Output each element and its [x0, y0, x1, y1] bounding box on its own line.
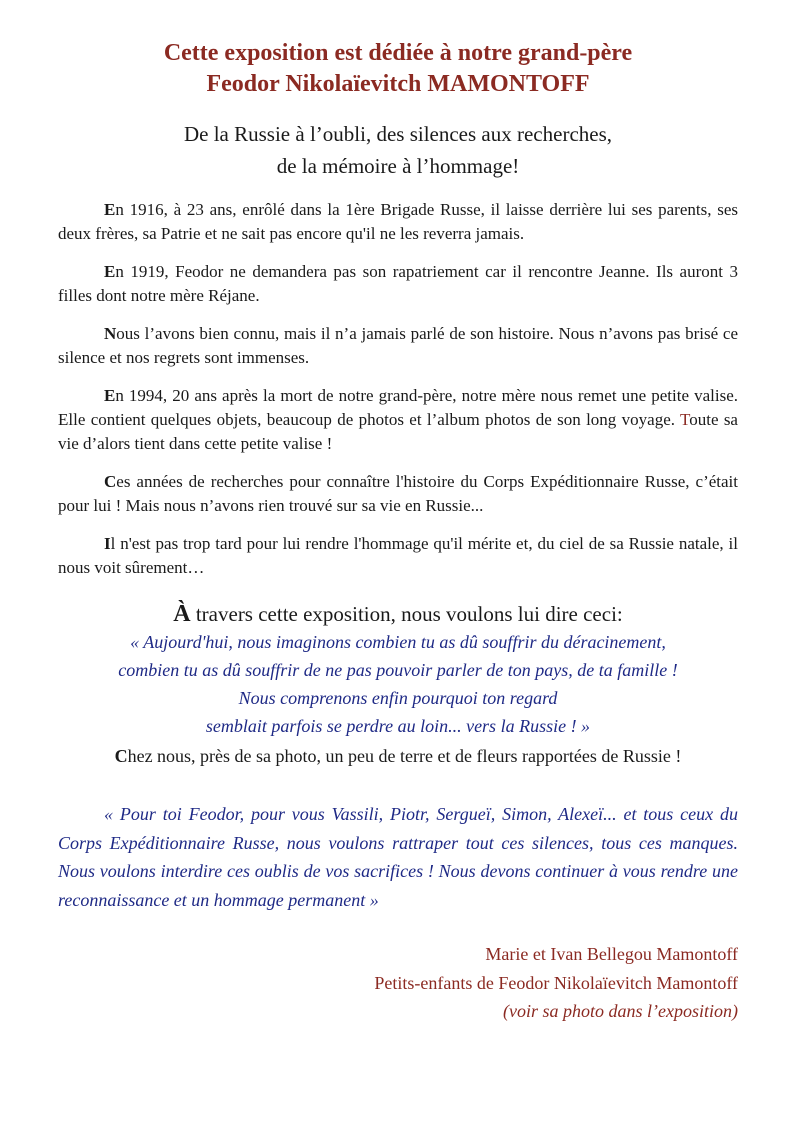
paragraph-1916	[58, 198, 738, 246]
photo-note-initial: C	[114, 746, 128, 766]
paragraph-red-letter: T	[680, 410, 690, 429]
subtitle	[58, 118, 738, 182]
paragraph-initial: N	[104, 324, 117, 343]
paragraph-text-after: oute sa vie d’alors tient dans cette petite valise !	[58, 410, 738, 453]
intro-text: travers cette exposition, nous voulons lui dire ceci:	[190, 602, 623, 626]
photo-note	[58, 742, 738, 770]
quote-line: Nous comprenons enfin pourquoi ton regard	[238, 688, 558, 708]
photo-note-text: hez nous, près de sa photo, un peu de terre et de fleurs rapportées de Russie !	[127, 746, 682, 766]
signature-block	[58, 940, 738, 1026]
paragraph-text: l n'est pas trop tard pour lui rendre l'hommage qu'il mérite et, du ciel de sa Russie natale, il nous voit sûrement…	[58, 534, 738, 577]
paragraph-initial: I	[104, 534, 111, 553]
paragraph-text: es années de recherches pour connaître l'histoire du Corps Expéditionnaire Russe, c’était pour lui ! Mais nous n’avons rien trouvé sur sa vie en Russie...	[58, 472, 738, 515]
paragraph-initial: E	[104, 262, 116, 281]
paragraph-text: n 1919, Feodor ne demandera pas son rapatriement car il rencontre Jeanne. Ils auront 3 filles dont notre mère Réjane.	[58, 262, 738, 305]
paragraph-initial: E	[104, 386, 116, 405]
paragraph-1919	[58, 260, 738, 308]
paragraph-text: ous l’avons bien connu, mais il n’a jamais parlé de son histoire. Nous n’avons pas brisé ce silence et nos regrets sont immenses.	[58, 324, 738, 367]
quote-line: « Aujourd'hui, nous imaginons combien tu as dû souffrir du déracinement,	[130, 632, 666, 652]
paragraph-research	[58, 470, 738, 518]
title-line-2: Feodor Nikolaïevitch MAMONTOFF	[206, 71, 590, 97]
paragraph-silence	[58, 322, 738, 370]
signature-photo-note: (voir sa photo dans l’exposition)	[503, 1001, 738, 1021]
intro-initial: À	[173, 601, 191, 627]
subtitle-line-2: de la mémoire à l’hommage!	[276, 154, 520, 178]
title-line-1: Cette exposition est dédiée à notre grand-père	[163, 40, 633, 66]
document-page	[58, 38, 738, 1026]
signature-names: Marie et Ivan Bellegou Mamontoff	[485, 944, 738, 964]
paragraph-text: n 1994, 20 ans après la mort de notre grand-père, notre mère nous remet une petite valise. Elle contient quelques objets, beaucoup de photos et l’album photos de son long voyage.	[58, 386, 738, 429]
paragraph-text: n 1916, à 23 ans, enrôlé dans la 1ère Brigade Russe, il laisse derrière lui ses parents, ses deux frères, sa Patrie et ne sait pas encore qu'il ne les reverra jamais.	[58, 200, 738, 243]
subtitle-line-1: De la Russie à l’oubli, des silences aux recherches,	[183, 122, 613, 146]
page-title	[58, 38, 738, 100]
paragraph-initial: C	[104, 472, 117, 491]
paragraph-1994	[58, 384, 738, 456]
signature-relation: Petits-enfants de Feodor Nikolaïevitch Mamontoff	[374, 972, 738, 993]
centered-quote	[58, 628, 738, 740]
quote-line: combien tu as dû souffrir de ne pas pouvoir parler de ton pays, de ta famille !	[118, 660, 678, 680]
exhibition-intro	[58, 600, 738, 628]
final-quote: « Pour toi Feodor, pour vous Vassili, Piotr, Sergueï, Simon, Alexeï... et tous ceux du Corps Expéditionnaire Russe, nous voulons rattraper tout ces silences, tous ces manques. Nous voulons interdire ces oublis de vos sacrifices ! Nous devons continuer à vous rendre une reconnaissance et un hommage permanent »	[58, 804, 738, 910]
paragraph-initial: E	[104, 200, 116, 219]
paragraph-tribute	[58, 532, 738, 580]
quote-line: semblait parfois se perdre au loin... vers la Russie ! »	[205, 716, 591, 736]
